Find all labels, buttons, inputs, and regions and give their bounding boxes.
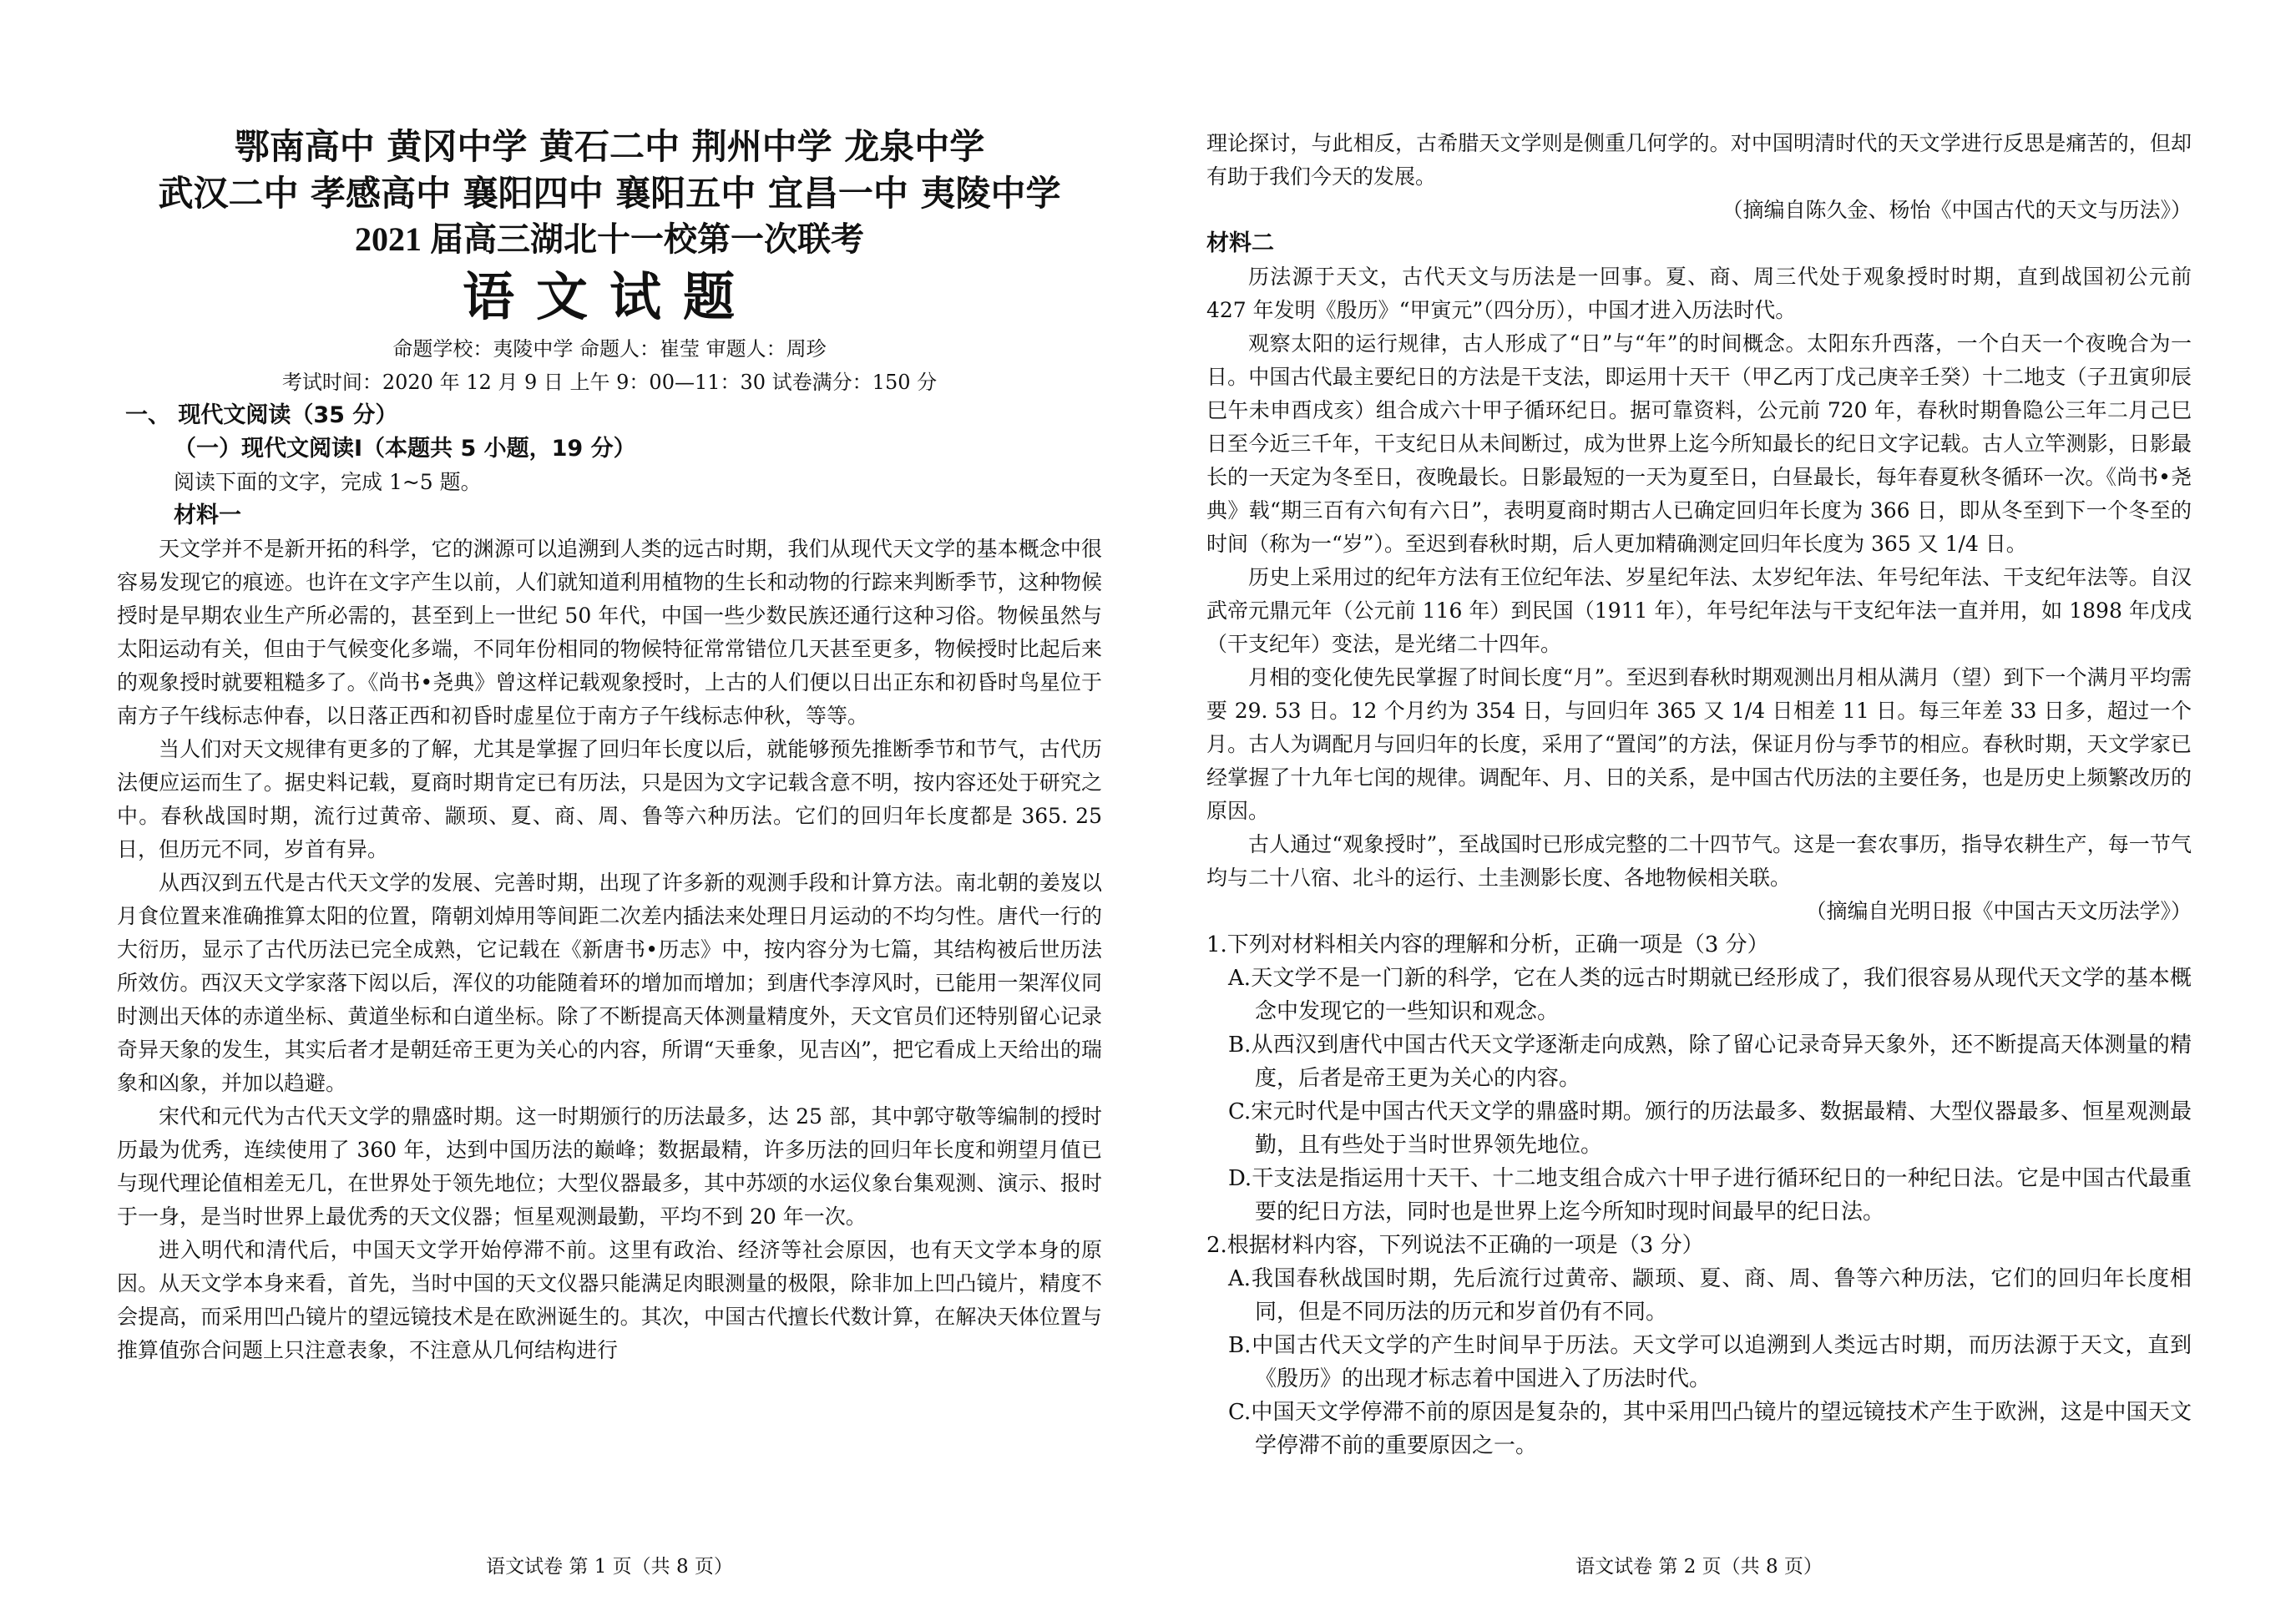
page-footer: 语文试卷 第 1 页（共 8 页） [486, 1556, 733, 1578]
schools-line-1: 鄂南高中 黄冈中学 黄石二中 荆州中学 龙泉中学 [234, 126, 985, 167]
section-heading: 一、 现代文阅读（35 分） [125, 402, 398, 428]
question-2-stem: 2.根据材料内容，下列说法不正确的一项是（3 分） [1206, 1233, 1704, 1258]
source-citation: （摘编自陈久金、杨怡《中国古代的天文与历法》） [1722, 198, 2192, 222]
page-1 [117, 0, 1102, 1367]
passage-paragraph: 月相的变化使先民掌握了时间长度“月”。至迟到春秋时期观测出月相从满月（望）到下一个满月平均需要 29. 53 日。12 个月约为 354 日，与回归年 365 又 1/4 日相差 11 日。每三年差 33 日多，超过一个月。古人为调配月与回归年的长度，采用了“置闰”的方法，保证月份与季节的相应。春秋时期，天文学家已经掌握了十九年七闰的规律。调配年、月、日的关系，是中国古代历法的主要任务，也是历史上频繁改历的原因。 [1206, 665, 2192, 823]
passage-paragraph: 观察太阳的运行规律，古人形成了“日”与“年”的时间概念。太阳东升西落，一个白天一个夜晚合为一日。中国古代最主要纪日的方法是干支法，即运用十天干（甲乙丙丁戊己庚辛壬癸）十二地支（子丑寅卯辰巳午未申酉戌亥）组合成六十甲子循环纪日。据可靠资料，公元前 720 年，春秋时期鲁隐公三年二月己巳日至今近三千年，干支纪日从未间断过，成为世界上迄今所知最长的纪日文字记载。古人立竿测影，日影最长的一天定为冬至日，夜晚最长。日影最短的一天为夏至日，白昼最长，每年春夏秋冬循环一次。《尚书•尧典》载“期三百有六旬有六日”，表明夏商时期古人已确定回归年长度为 366 日，即从冬至到下一个冬至的时间（称为一“岁”）。至迟到春秋时期，后人更加精确测定回归年长度为 365 又 1/4 日。 [1206, 331, 2192, 556]
exam-title: 2021 届高三湖北十一校第一次联考 [355, 220, 864, 258]
passage-paragraph: 从西汉到五代是古代天文学的发展、完善时期，出现了许多新的观测手段和计算方法。南北朝的姜岌以月食位置来准确推算太阳的位置，隋朝刘焯用等间距二次差内插法来处理日月运动的不均匀性。唐代一行的大衍历，显示了古代历法已完全成熟，它记载在《新唐书•历志》中，按内容分为七篇，其结构被后世历法所效仿。西汉天文学家落下闳以后，浑仪的功能随着环的增加而增加；到唐代李淳风时，已能用一架浑仪同时测出天体的赤道坐标、黄道坐标和白道坐标。除了不断提高天体测量精度外，天文官员们还特别留心记录奇异天象的发生，其实后者才是朝廷帝王更为关心的内容，所谓“天垂象，见吉凶”，把它看成上天给出的瑞象和凶象，并加以趋避。 [117, 871, 1102, 1095]
question-2-option-a: A.我国春秋战国时期，先后流行过黄帝、颛顼、夏、商、周、鲁等六种历法，它们的回归年长度相同，但是不同历法的历元和岁首仍有不同。 [1228, 1266, 2192, 1325]
question-1-option-c: C.宋元时代是中国古代天文学的鼎盛时期。颁行的历法最多、数据最精、大型仪器最多、恒星观测最勤，且有些处于当时世界领先地位。 [1228, 1099, 2192, 1158]
passage-paragraph: 天文学并不是新开拓的科学，它的渊源可以追溯到人类的远古时期，我们从现代天文学的基本概念中很容易发现它的痕迹。也许在文字产生以前，人们就知道利用植物的生长和动物的行踪来判断季节，这种物候授时是早期农业生产所必需的，甚至到上一世纪 50 年代，中国一些少数民族还通行这种习俗。物候虽然与太阳运动有关，但由于气候变化多端，不同年份相同的物候特征常常错位几天甚至更多，物候授时比起后来的观象授时就要粗糙多了。《尚书•尧典》曾这样记载观象授时，上古的人们便以日出正东和初昏时鸟星位于南方子午线标志仲春，以日落正西和初昏时虚星位于南方子午线标志仲秋，等等。 [117, 537, 1102, 728]
passage-paragraph: 历史上采用过的纪年方法有王位纪年法、岁星纪年法、太岁纪年法、年号纪年法、干支纪年法等。自汉武帝元鼎元年（公元前 116 年）到民国（1911 年），年号纪年法与干支纪年法一直并用，如 1898 年戊戌（干支纪年）变法，是光绪二十四年。 [1206, 565, 2192, 656]
question-1-stem: 1.下列对材料相关内容的理解和分析，正确一项是（3 分） [1206, 932, 1769, 957]
passage-paragraph: 当人们对天文规律有更多的了解，尤其是掌握了回归年长度以后，就能够预先推断季节和节气，古代历法便应运而生了。据史料记载，夏商时期肯定已有历法，只是因为文字记载含意不明，按内容还处于研究之中。春秋战国时期，流行过黄帝、颛顼、夏、商、周、鲁等六种历法。它们的回归年长度都是 365. 25 日，但历元不同，岁首有异。 [117, 737, 1102, 861]
question-1-option-a: A.天文学不是一门新的科学，它在人类的远古时期就已经形成了，我们很容易从现代天文学的基本概念中发现它的一些知识和观念。 [1228, 966, 2192, 1024]
question-2-option-b: B.中国古代天文学的产生时间早于历法。天文学可以追溯到人类远古时期，而历法源于天文，直到《殷历》的出现才标志着中国进入了历法时代。 [1228, 1333, 2192, 1391]
subject-title: 语文试题 [462, 266, 756, 327]
exam-time-score: 考试时间：2020 年 12 月 9 日 上午 9：00—11：30 试卷满分：150 分 [281, 371, 938, 394]
page-2 [1206, 0, 2192, 1462]
passage-paragraph: 古人通过“观象授时”，至战国时已形成完整的二十四节气。这是一套农事历，指导农耕生产，每一节气均与二十八宿、北斗的运行、土圭测影长度、各地物候相关联。 [1206, 832, 2192, 890]
schools-line-2: 武汉二中 孝感高中 襄阳四中 襄阳五中 宜昌一中 夷陵中学 [158, 173, 1061, 214]
question-1-option-d: D.干支法是指运用十天干、十二地支组合成六十甲子进行循环纪日的一种纪日法。它是中国古代最重要的纪日方法，同时也是世界上迄今所知时现时间最早的纪日法。 [1228, 1166, 2192, 1225]
material-2-label: 材料二 [1206, 230, 1274, 256]
question-2-option-c: C.中国天文学停滞不前的原因是复杂的，其中采用凹凸镜片的望远镜技术产生于欧洲，这是中国天文学停滞不前的重要原因之一。 [1228, 1400, 2192, 1458]
passage-paragraph: 宋代和元代为古代天文学的鼎盛时期。这一时期颁行的历法最多，达 25 部，其中郭守敬等编制的授时历最为优秀，连续使用了 360 年，达到中国历法的巅峰；数据最精，许多历法的回归年长度和朔望月值已与现代理论值相差无几，在世界处于领先地位；大型仪器最多，其中苏颂的水运仪象台集观测、演示、报时于一身，是当时世界上最优秀的天文仪器；恒星观测最勤，平均不到 20 年一次。 [117, 1104, 1102, 1229]
page-footer: 语文试卷 第 2 页（共 8 页） [1575, 1556, 1823, 1578]
passage-continuation: 理论探讨，与此相反，古希腊天文学则是侧重几何学的。对中国明清时代的天文学进行反思是痛苦的，但却有助于我们今天的发展。 [1206, 131, 2192, 189]
source-citation: （摘编自光明日报《中国古天文历法学》） [1805, 899, 2192, 923]
reading-instruction: 阅读下面的文字，完成 1~5 题。 [174, 470, 482, 494]
passage-paragraph: 历法源于天文，古代天文与历法是一回事。夏、商、周三代处于观象授时时期，直到战国初公元前 427 年发明《殷历》“甲寅元”（四分历），中国才进入历法时代。 [1206, 265, 2192, 322]
material-1-label: 材料一 [174, 502, 241, 528]
passage-paragraph: 进入明代和清代后，中国天文学开始停滞不前。这里有政治、经济等社会原因，也有天文学本身的原因。从天文学本身来看，首先，当时中国的天文仪器只能满足肉眼测量的极限，除非加上凹凸镜片，精度不会提高，而采用凹凸镜片的望远镜技术是在欧洲诞生的。其次，中国古代擅长代数计算，在解决天体位置与推算值弥合问题上只注意表象，不注意从几何结构进行 [117, 1238, 1102, 1362]
subsection-heading: （一）现代文阅读Ⅰ（本题共 5 小题，19 分） [174, 436, 636, 462]
question-1-option-b: B.从西汉到唐代中国古代天文学逐渐走向成熟，除了留心记录奇异天象外，还不断提高天体测量的精度，后者是帝王更为关心的内容。 [1228, 1033, 2192, 1091]
exam-authors: 命题学校：夷陵中学 命题人：崔莹 审题人：周珍 [392, 337, 827, 361]
